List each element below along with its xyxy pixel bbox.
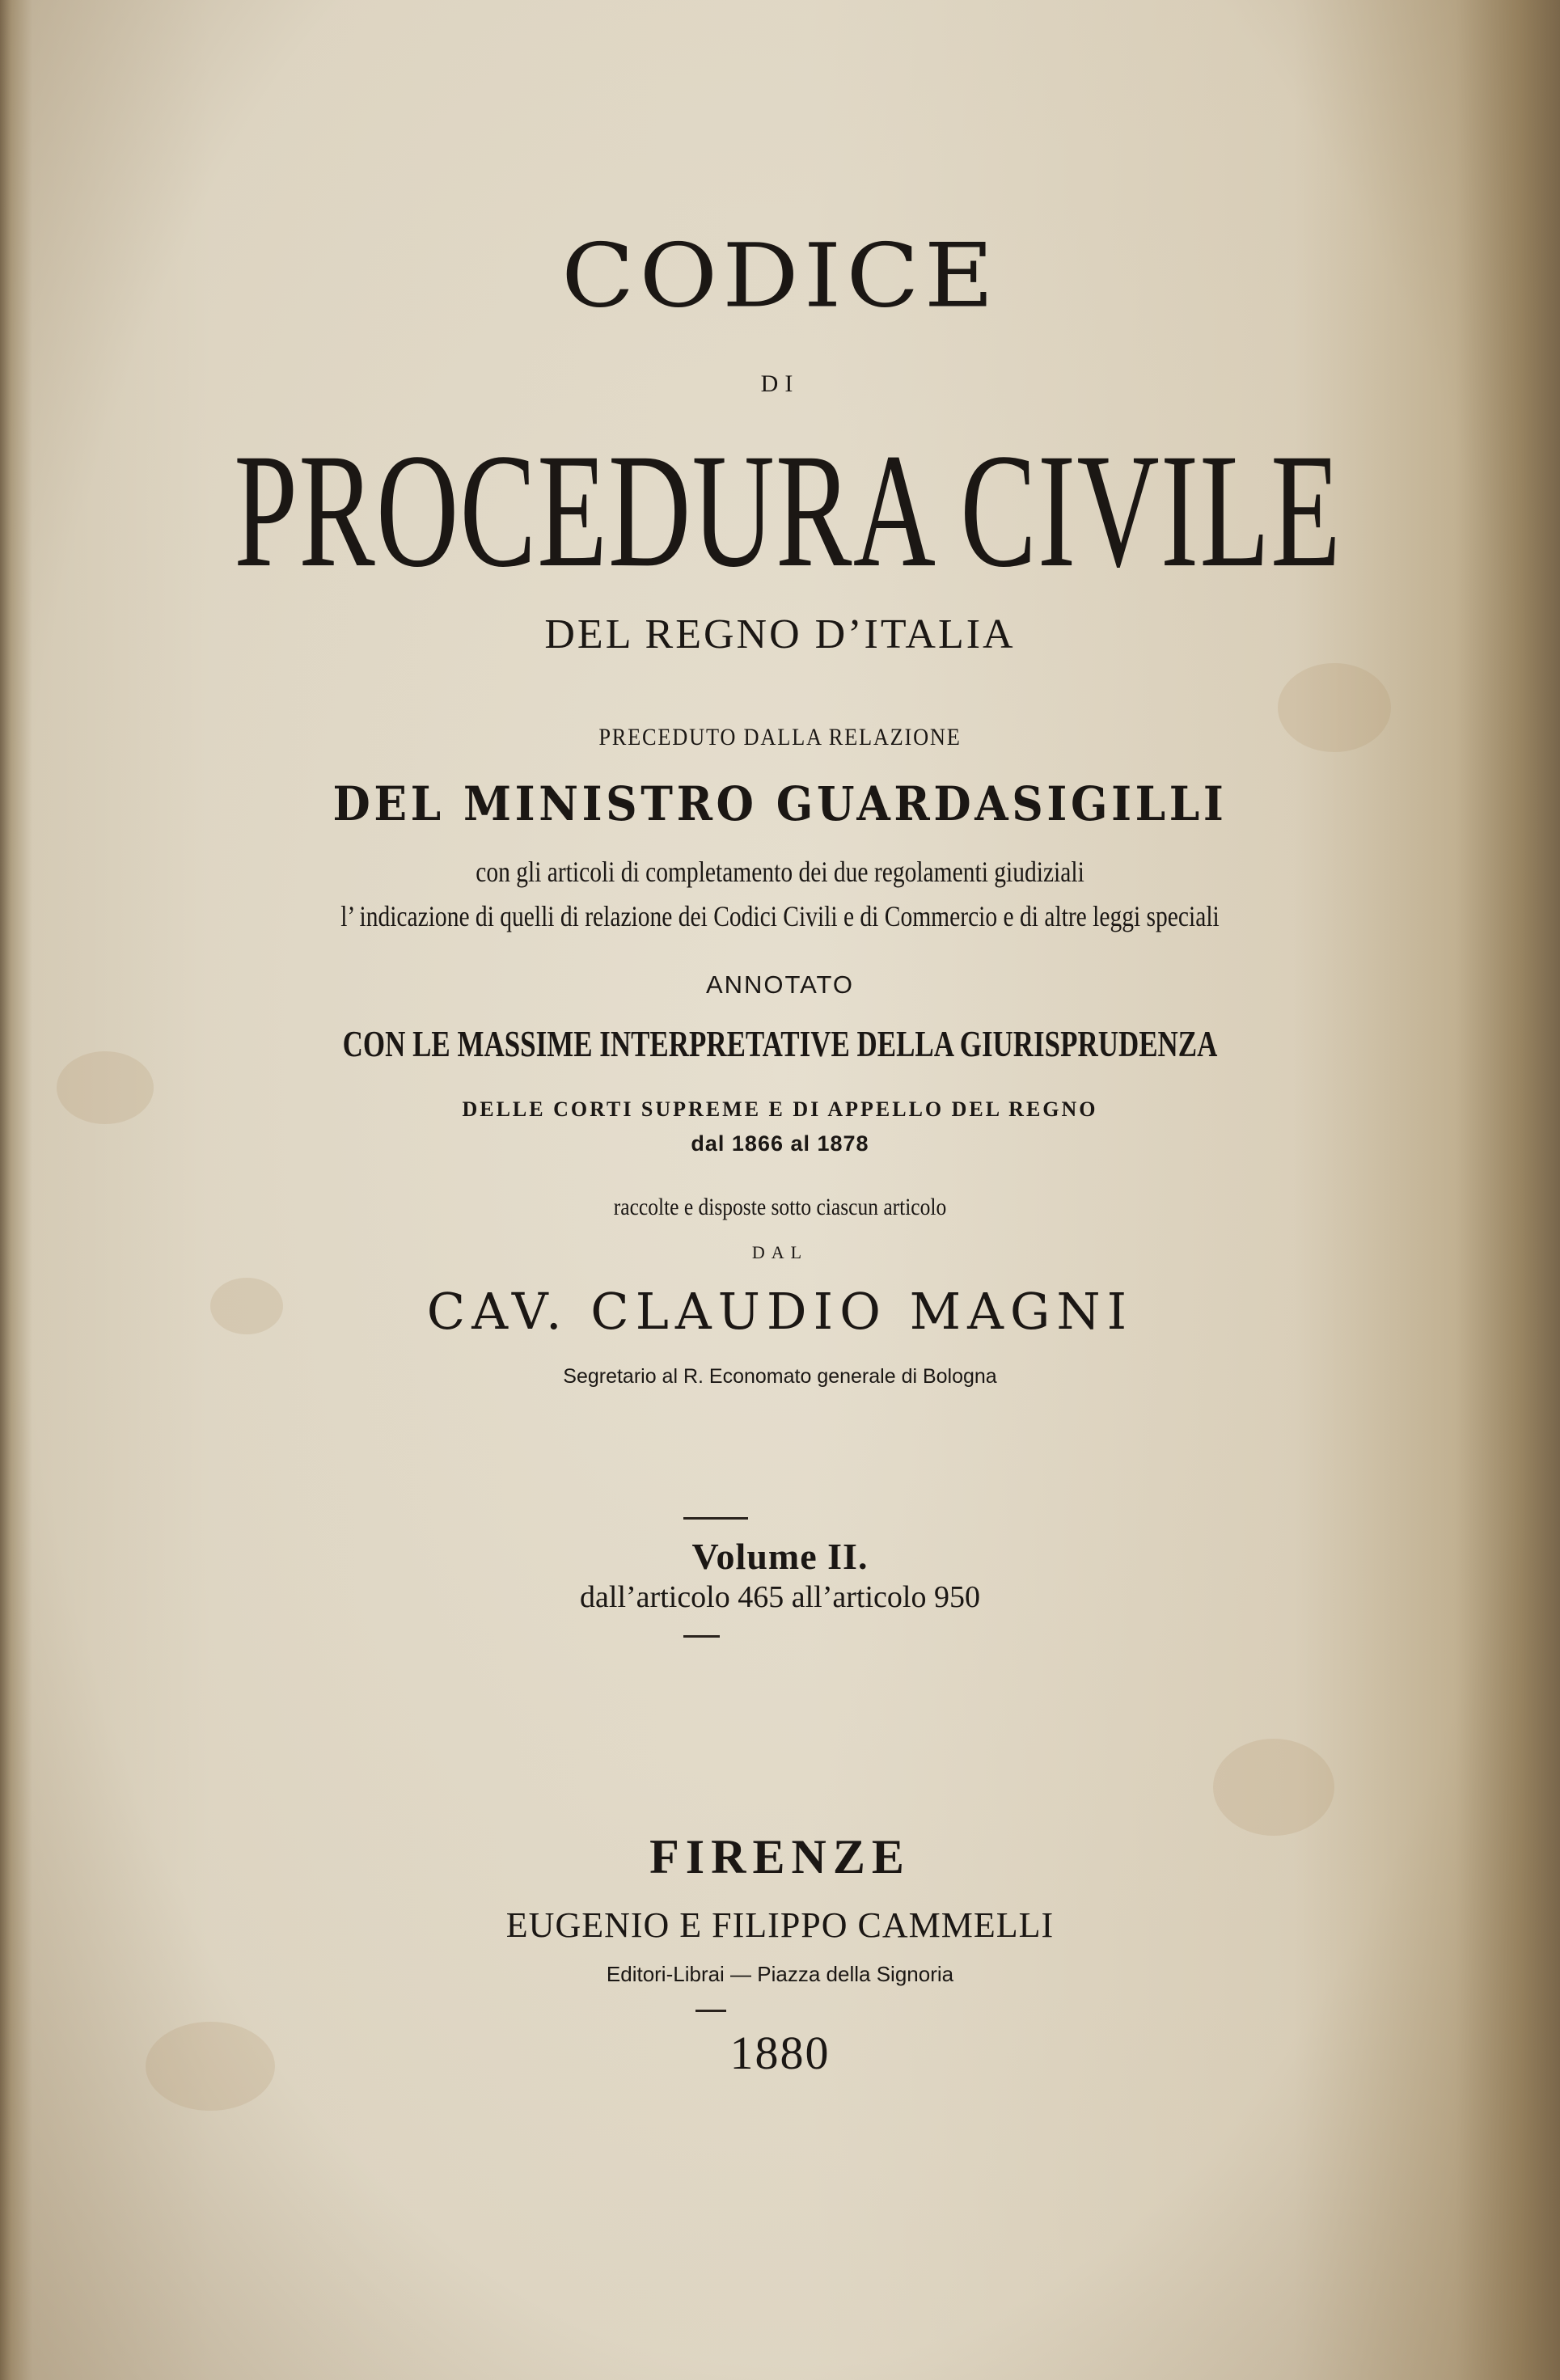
raccolte-line: raccolte e disposte sotto ciascun articolo [613,1194,947,1220]
massime-line: CON LE MASSIME INTERPRETATIVE DELLA GIURISPRUDENZA [342,1023,1218,1064]
subtitle-regno: DEL REGNO D’ITALIA [544,611,1016,657]
dal-line: DAL [751,1242,809,1262]
divider-rule [683,1517,748,1520]
periodo-line: dal 1866 al 1878 [691,1131,869,1156]
title-codice: CODICE [561,224,999,328]
corti-line: DELLE CORTI SUPREME E DI APPELLO DEL REGNO [462,1097,1098,1121]
imprint-publisher: EUGENIO E FILIPPO CAMMELLI [505,1905,1055,1945]
preceduto-line: PRECEDUTO DALLA RELAZIONE [598,724,962,750]
imprint-address: Editori-Librai — Piazza della Signoria [606,1962,954,1986]
annotato-line: ANNOTATO [705,970,855,999]
volume-range: dall’articolo 465 all’articolo 950 [580,1580,980,1614]
articoli-line-2: l’ indicazione di quelli di relazione dei Codici Civili e di Commercio e di altre leggi speciali [340,900,1220,932]
divider-rule [695,2010,726,2012]
author-name: CAV. CLAUDIO MAGNI [426,1282,1134,1341]
divider-rule [683,1635,720,1638]
foxing-stain [1213,1739,1334,1836]
title-procedura-civile: PROCEDURA CIVILE [234,420,1342,601]
imprint-year: 1880 [729,2027,831,2079]
volume-label: Volume II. [691,1536,869,1577]
articoli-line-1: con gli articoli di completamento dei due regolamenti giudiziali [476,856,1084,888]
author-title: Segretario al R. Economato generale di Bologna [563,1365,997,1388]
imprint-city: FIRENZE [649,1830,911,1883]
ministro-line: DEL MINISTRO GUARDASIGILLI [332,776,1228,831]
title-di: DI [760,370,800,397]
